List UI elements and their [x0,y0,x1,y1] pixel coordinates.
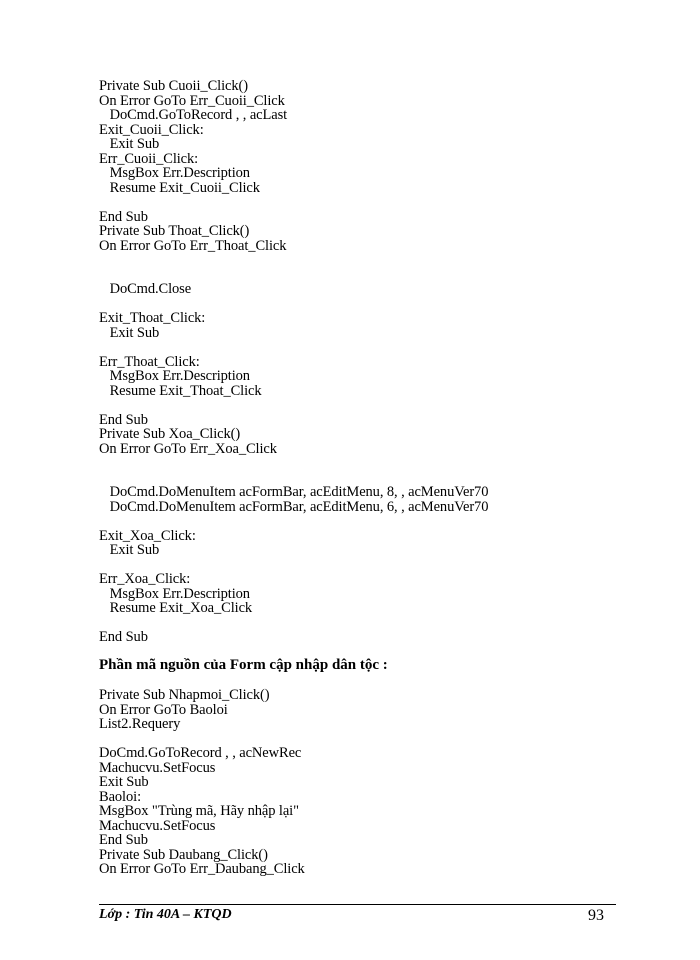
code-line: Private Sub Cuoii_Click() [99,78,248,94]
code-line: Machucvu.SetFocus [99,759,216,776]
code-line: Private Sub Xoa_Click() [99,426,241,442]
code-line: On Error GoTo Err_Daubang_Click [99,861,305,877]
page-number: 93 [588,907,604,924]
code-line: Err_Xoa_Click: [99,571,191,587]
code-line: DoCmd.DoMenuItem acFormBar, acEditMenu, 6, , acMenuVer70 [99,498,489,515]
code-line: Exit_Cuoii_Click: [99,121,204,138]
code-line: DoCmd.Close [99,281,192,297]
code-line: End Sub [99,629,148,645]
code-line: Machucvu.SetFocus [99,817,216,834]
code-line: End Sub [99,208,148,225]
code-line: DoCmd.GoToRecord , , acLast [99,107,288,123]
code-line: MsgBox "Trùng mã, Hãy nhập lại" [99,803,299,819]
code-line: Resume Exit_Cuoii_Click [99,179,260,196]
code-line: List2.Requery [99,716,181,732]
code-line: On Error GoTo Err_Xoa_Click [99,440,277,457]
code-line: Exit Sub [99,774,149,790]
section-heading: Phần mã nguồn của Form cập nhập dân tộc : [99,657,388,673]
footer-rule [99,904,616,905]
code-line: End Sub [99,832,148,848]
code-line: Exit_Thoat_Click: [99,310,206,326]
code-line: Err_Thoat_Click: [99,353,200,370]
code-line: Exit Sub [99,136,160,152]
code-line: Baoloi: [99,788,141,805]
code-line: MsgBox Err.Description [99,165,250,181]
code-line: Exit Sub [99,542,160,558]
code-line: DoCmd.DoMenuItem acFormBar, acEditMenu, 8, , acMenuVer70 [99,484,489,500]
code-line: Err_Cuoii_Click: [99,150,199,167]
code-line: MsgBox Err.Description [99,368,250,384]
code-line: Exit_Xoa_Click: [99,527,196,544]
code-line: MsgBox Err.Description [99,585,250,602]
code-line: Private Sub Thoat_Click() [99,223,250,239]
code-line: Private Sub Daubang_Click() [99,846,268,863]
code-line: Private Sub Nhapmoi_Click() [99,687,270,703]
code-line: Exit Sub [99,324,160,341]
code-line: DoCmd.GoToRecord , , acNewRec [99,745,302,761]
code-line: On Error GoTo Baoloi [99,701,228,718]
code-line: On Error GoTo Err_Thoat_Click [99,237,287,254]
footer-class-label: Lớp : Tin 40A – KTQD [99,907,232,922]
code-line: End Sub [99,411,148,428]
code-line: Resume Exit_Xoa_Click [99,600,253,616]
code-line: Resume Exit_Thoat_Click [99,382,262,399]
code-line: On Error GoTo Err_Cuoii_Click [99,92,285,109]
